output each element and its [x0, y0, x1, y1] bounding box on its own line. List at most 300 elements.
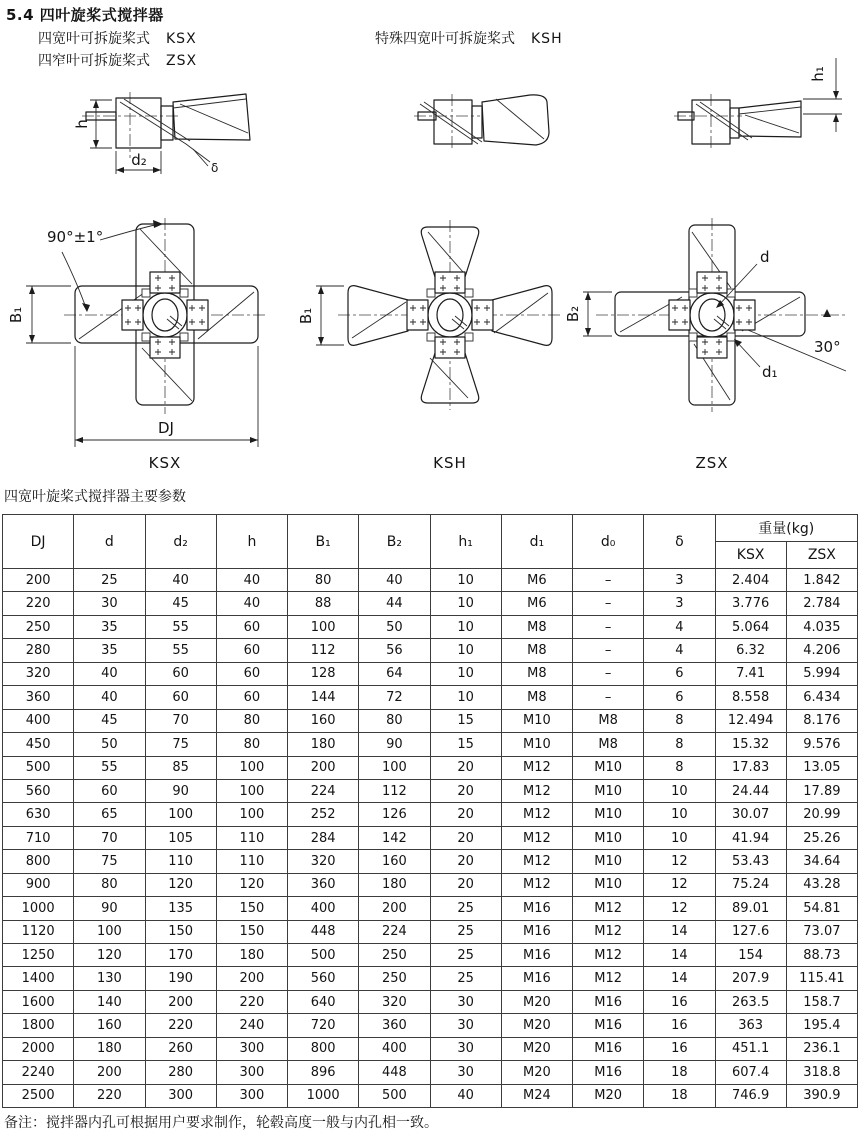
- table-cell: 154: [715, 944, 786, 967]
- table-cell: M12: [501, 826, 572, 849]
- ksx-view-label: KSX: [148, 454, 182, 472]
- table-cell: 300: [216, 1084, 287, 1107]
- table-cell: 100: [288, 615, 359, 638]
- table-cell: 24.44: [715, 779, 786, 802]
- variant-code: ZSX: [166, 53, 198, 69]
- table-cell: 110: [145, 850, 216, 873]
- variant-label: 四宽叶可拆旋桨式: [38, 31, 150, 47]
- table-cell: 360: [359, 1014, 430, 1037]
- table-cell: 20.99: [786, 803, 857, 826]
- table-cell: 126: [359, 803, 430, 826]
- table-cell: 20: [430, 756, 501, 779]
- table-cell: 75.24: [715, 873, 786, 896]
- col-header-weight: 重量(kg): [715, 515, 858, 542]
- table-cell: 120: [216, 873, 287, 896]
- table-cell: M10: [573, 779, 644, 802]
- table-cell: 20: [430, 850, 501, 873]
- table-cell: 1600: [3, 990, 74, 1013]
- table-cell: 14: [644, 967, 715, 990]
- table-cell: 300: [216, 1061, 287, 1084]
- table-cell: 8: [644, 733, 715, 756]
- table-cell: 720: [288, 1014, 359, 1037]
- variant-code: KSX: [166, 31, 197, 47]
- table-row: [3, 803, 858, 826]
- table-cell: 14: [644, 920, 715, 943]
- table-cell: 4.206: [786, 639, 857, 662]
- table-cell: 70: [145, 709, 216, 732]
- ksx-side-view-drawing: [73, 92, 250, 175]
- table-cell: 220: [145, 1014, 216, 1037]
- table-cell: 30: [430, 990, 501, 1013]
- table-cell: 20: [430, 873, 501, 896]
- table-cell: 40: [359, 569, 430, 592]
- table-cell: M12: [573, 897, 644, 920]
- table-cell: 75: [74, 850, 145, 873]
- table-cell: 127.6: [715, 920, 786, 943]
- table-cell: 448: [288, 920, 359, 943]
- table-cell: 90: [359, 733, 430, 756]
- table-cell: 8: [644, 756, 715, 779]
- table-cell: 41.94: [715, 826, 786, 849]
- table-cell: 560: [288, 967, 359, 990]
- table-cell: 250: [359, 967, 430, 990]
- table-cell: M24: [501, 1084, 572, 1107]
- table-cell: M8: [501, 686, 572, 709]
- table-cell: 10: [430, 662, 501, 685]
- dim-label-h1: h₁: [809, 66, 827, 82]
- table-row: [3, 967, 858, 990]
- table-row: [3, 662, 858, 685]
- table-cell: 200: [74, 1061, 145, 1084]
- table-cell: 2500: [3, 1084, 74, 1107]
- table-cell: 5.064: [715, 615, 786, 638]
- table-cell: 318.8: [786, 1061, 857, 1084]
- table-cell: 220: [74, 1084, 145, 1107]
- table-cell: 135: [145, 897, 216, 920]
- table-cell: 150: [216, 920, 287, 943]
- table-cell: 10: [644, 826, 715, 849]
- table-cell: 55: [145, 639, 216, 662]
- table-cell: M8: [573, 733, 644, 756]
- table-cell: 6.434: [786, 686, 857, 709]
- table-cell: 100: [145, 803, 216, 826]
- variant-label: 特殊四宽叶可拆旋桨式: [375, 31, 515, 47]
- table-cell: M12: [501, 803, 572, 826]
- table-row: [3, 1014, 858, 1037]
- table-cell: M8: [501, 639, 572, 662]
- table-cell: 190: [145, 967, 216, 990]
- table-cell: –: [573, 639, 644, 662]
- table-cell: 34.64: [786, 850, 857, 873]
- table-cell: 1250: [3, 944, 74, 967]
- technical-drawings: [0, 0, 860, 483]
- table-cell: 4: [644, 615, 715, 638]
- table-cell: 30.07: [715, 803, 786, 826]
- col-header-d0: d₀: [573, 515, 644, 569]
- table-cell: 80: [288, 569, 359, 592]
- table-cell: 8.558: [715, 686, 786, 709]
- table-cell: 180: [288, 733, 359, 756]
- table-cell: 252: [288, 803, 359, 826]
- table-cell: M8: [501, 615, 572, 638]
- table-cell: 50: [74, 733, 145, 756]
- table-cell: 100: [74, 920, 145, 943]
- table-cell: 40: [74, 662, 145, 685]
- table-cell: 363: [715, 1014, 786, 1037]
- table-cell: 80: [216, 733, 287, 756]
- table-cell: M6: [501, 569, 572, 592]
- table-cell: 250: [359, 944, 430, 967]
- table-cell: 4: [644, 639, 715, 662]
- table-cell: 450: [3, 733, 74, 756]
- table-cell: 12: [644, 897, 715, 920]
- table-cell: 800: [288, 1037, 359, 1060]
- table-cell: 60: [145, 686, 216, 709]
- dim-label-b1-ksx: B₁: [7, 306, 25, 324]
- table-cell: 6: [644, 686, 715, 709]
- table-row: [3, 897, 858, 920]
- table-cell: 17.89: [786, 779, 857, 802]
- table-cell: M12: [501, 779, 572, 802]
- table-cell: 2.784: [786, 592, 857, 615]
- table-cell: 896: [288, 1061, 359, 1084]
- ksh-front-view-drawing: [297, 220, 562, 472]
- table-cell: M12: [573, 920, 644, 943]
- table-cell: 8: [644, 709, 715, 732]
- variant-code: KSH: [531, 31, 563, 47]
- table-row: [3, 826, 858, 849]
- table-cell: 200: [216, 967, 287, 990]
- table-cell: 7.41: [715, 662, 786, 685]
- table-cell: 105: [145, 826, 216, 849]
- table-cell: 280: [145, 1061, 216, 1084]
- table-cell: 60: [74, 779, 145, 802]
- table-cell: 16: [644, 990, 715, 1013]
- table-cell: 60: [145, 662, 216, 685]
- variant-label: 四窄叶可拆旋桨式: [38, 53, 150, 69]
- table-cell: 40: [216, 592, 287, 615]
- table-cell: 180: [359, 873, 430, 896]
- table-cell: 360: [288, 873, 359, 896]
- table-cell: M12: [573, 944, 644, 967]
- table-cell: 115.41: [786, 967, 857, 990]
- table-cell: 400: [288, 897, 359, 920]
- page-title: 5.4 四叶旋桨式搅拌器: [6, 6, 164, 24]
- dim-label-d1: d₁: [762, 363, 778, 381]
- table-cell: 400: [359, 1037, 430, 1060]
- table-cell: –: [573, 662, 644, 685]
- table-cell: M10: [573, 826, 644, 849]
- table-cell: 263.5: [715, 990, 786, 1013]
- table-cell: 1000: [288, 1084, 359, 1107]
- table-cell: 25: [74, 569, 145, 592]
- table-cell: 15: [430, 733, 501, 756]
- table-cell: 5.994: [786, 662, 857, 685]
- table-cell: 128: [288, 662, 359, 685]
- table-cell: M20: [501, 1014, 572, 1037]
- table-cell: M12: [501, 873, 572, 896]
- table-cell: 60: [216, 639, 287, 662]
- table-cell: 12: [644, 873, 715, 896]
- table-row: [3, 733, 858, 756]
- table-cell: M10: [573, 803, 644, 826]
- table-cell: M12: [501, 850, 572, 873]
- table-cell: 30: [430, 1014, 501, 1037]
- table-cell: 54.81: [786, 897, 857, 920]
- table-cell: 3: [644, 569, 715, 592]
- table-cell: 64: [359, 662, 430, 685]
- dim-label-b2: B₂: [564, 305, 582, 323]
- col-header-h: h: [216, 515, 287, 569]
- col-header-b1: B₁: [288, 515, 359, 569]
- table-cell: 10: [430, 615, 501, 638]
- table-cell: 240: [216, 1014, 287, 1037]
- zsx-side-view-drawing: [674, 58, 842, 150]
- table-cell: 300: [216, 1037, 287, 1060]
- table-cell: 90: [74, 897, 145, 920]
- table-cell: 45: [145, 592, 216, 615]
- ksx-hub: [122, 272, 208, 358]
- table-cell: 746.9: [715, 1084, 786, 1107]
- table-row: [3, 990, 858, 1013]
- table-cell: 55: [74, 756, 145, 779]
- table-cell: 73.07: [786, 920, 857, 943]
- table-cell: 110: [216, 850, 287, 873]
- table-cell: 158.7: [786, 990, 857, 1013]
- table-cell: –: [573, 615, 644, 638]
- table-cell: 500: [3, 756, 74, 779]
- table-cell: 220: [216, 990, 287, 1013]
- table-cell: 6: [644, 662, 715, 685]
- table-cell: 89.01: [715, 897, 786, 920]
- table-cell: 710: [3, 826, 74, 849]
- table-cell: 195.4: [786, 1014, 857, 1037]
- table-cell: M16: [573, 1014, 644, 1037]
- table-cell: 10: [430, 639, 501, 662]
- table-row: [3, 850, 858, 873]
- table-cell: 8.176: [786, 709, 857, 732]
- table-cell: 360: [3, 686, 74, 709]
- table-cell: M20: [501, 1037, 572, 1060]
- table-cell: 200: [3, 569, 74, 592]
- table-cell: 30: [74, 592, 145, 615]
- table-row: [3, 944, 858, 967]
- zsx-front-view-drawing: [564, 218, 848, 472]
- table-cell: M16: [501, 967, 572, 990]
- table-cell: 630: [3, 803, 74, 826]
- table-cell: 100: [359, 756, 430, 779]
- table-cell: M20: [573, 1084, 644, 1107]
- dim-label-dj: DJ: [158, 419, 174, 437]
- table-cell: –: [573, 569, 644, 592]
- dim-label-d2: d₂: [131, 151, 147, 169]
- table-cell: 560: [3, 779, 74, 802]
- table-row: [3, 1061, 858, 1084]
- zsx-view-label: ZSX: [695, 454, 729, 472]
- table-cell: 18: [644, 1084, 715, 1107]
- table-cell: 3.776: [715, 592, 786, 615]
- table-cell: 260: [145, 1037, 216, 1060]
- table-cell: 80: [74, 873, 145, 896]
- dim-label-d: d: [760, 248, 770, 266]
- table-cell: 170: [145, 944, 216, 967]
- table-cell: 1000: [3, 897, 74, 920]
- table-cell: M16: [573, 1061, 644, 1084]
- table-cell: 15: [430, 709, 501, 732]
- ksh-side-view-drawing: [414, 94, 549, 150]
- table-cell: 1120: [3, 920, 74, 943]
- ksh-view-label: KSH: [433, 454, 467, 472]
- table-cell: 150: [216, 897, 287, 920]
- table-cell: 25: [430, 967, 501, 990]
- table-cell: 280: [3, 639, 74, 662]
- table-cell: 20: [430, 779, 501, 802]
- table-cell: 53.43: [715, 850, 786, 873]
- table-cell: 224: [288, 779, 359, 802]
- table-cell: 80: [359, 709, 430, 732]
- dim-label-delta: δ: [211, 161, 219, 175]
- table-cell: 224: [359, 920, 430, 943]
- table-cell: 1800: [3, 1014, 74, 1037]
- table-cell: 45: [74, 709, 145, 732]
- table-cell: 15.32: [715, 733, 786, 756]
- table-cell: 130: [74, 967, 145, 990]
- table-cell: 1.842: [786, 569, 857, 592]
- table-row: [3, 1037, 858, 1060]
- table-cell: 250: [3, 615, 74, 638]
- table-cell: 220: [3, 592, 74, 615]
- ksh-hub: [407, 272, 493, 358]
- table-cell: 500: [288, 944, 359, 967]
- table-cell: 20: [430, 826, 501, 849]
- table-cell: 390.9: [786, 1084, 857, 1107]
- table-body: [3, 569, 858, 1108]
- col-header-weight-ksx: KSX: [715, 542, 786, 569]
- table-cell: 35: [74, 639, 145, 662]
- table-cell: 40: [74, 686, 145, 709]
- table-row: [3, 873, 858, 896]
- table-cell: 25.26: [786, 826, 857, 849]
- table-cell: M20: [501, 1061, 572, 1084]
- table-cell: M8: [501, 662, 572, 685]
- table-cell: 44: [359, 592, 430, 615]
- col-header-dj: DJ: [3, 515, 74, 569]
- col-header-d2: d₂: [145, 515, 216, 569]
- table-cell: 17.83: [715, 756, 786, 779]
- table-cell: 100: [216, 803, 287, 826]
- table-cell: M16: [573, 1037, 644, 1060]
- table-cell: M10: [573, 873, 644, 896]
- table-cell: 12: [644, 850, 715, 873]
- table-row: [3, 569, 858, 592]
- table-row: [3, 639, 858, 662]
- table-cell: 100: [216, 756, 287, 779]
- table-cell: 50: [359, 615, 430, 638]
- table-header: [3, 515, 858, 569]
- table-cell: M12: [573, 967, 644, 990]
- table-cell: M10: [573, 850, 644, 873]
- table-cell: 2240: [3, 1061, 74, 1084]
- table-cell: M12: [501, 756, 572, 779]
- table-cell: 90: [145, 779, 216, 802]
- table-cell: 144: [288, 686, 359, 709]
- table-cell: 2.404: [715, 569, 786, 592]
- table-cell: 25: [430, 944, 501, 967]
- table-cell: 18: [644, 1061, 715, 1084]
- table-cell: 35: [74, 615, 145, 638]
- table-cell: 9.576: [786, 733, 857, 756]
- table-cell: 320: [288, 850, 359, 873]
- table-cell: 320: [359, 990, 430, 1013]
- footnote: 备注：搅拌器内孔可根据用户要求制作，轮毂高度一般与内孔相一致。: [4, 1115, 438, 1131]
- table-cell: M8: [573, 709, 644, 732]
- table-cell: 20: [430, 803, 501, 826]
- table-cell: 6.32: [715, 639, 786, 662]
- table-cell: 112: [288, 639, 359, 662]
- table-cell: 75: [145, 733, 216, 756]
- dim-label-h: h: [73, 119, 91, 129]
- col-header-delta: δ: [644, 515, 715, 569]
- table-cell: 200: [359, 897, 430, 920]
- table-cell: 100: [216, 779, 287, 802]
- parameters-section: [2, 486, 858, 1108]
- table-row: [3, 709, 858, 732]
- table-cell: 80: [216, 709, 287, 732]
- dim-label-angle30: 30°: [814, 338, 841, 356]
- col-header-d: d: [74, 515, 145, 569]
- table-cell: 12.494: [715, 709, 786, 732]
- table-cell: M10: [573, 756, 644, 779]
- table-row: [3, 615, 858, 638]
- table-cell: 160: [288, 709, 359, 732]
- table-cell: M6: [501, 592, 572, 615]
- table-cell: 14: [644, 944, 715, 967]
- table-cell: 10: [644, 803, 715, 826]
- col-header-d1: d₁: [501, 515, 572, 569]
- table-row: [3, 686, 858, 709]
- table-cell: M16: [501, 944, 572, 967]
- table-cell: 72: [359, 686, 430, 709]
- col-header-b2: B₂: [359, 515, 430, 569]
- table-cell: 70: [74, 826, 145, 849]
- table-cell: –: [573, 592, 644, 615]
- table-cell: 60: [216, 615, 287, 638]
- parameters-table: [2, 514, 858, 1108]
- col-header-h1: h₁: [430, 515, 501, 569]
- table-cell: 16: [644, 1014, 715, 1037]
- col-header-weight-zsx: ZSX: [786, 542, 857, 569]
- table-cell: 150: [145, 920, 216, 943]
- table-cell: 40: [430, 1084, 501, 1107]
- table-cell: 200: [145, 990, 216, 1013]
- table-cell: 112: [359, 779, 430, 802]
- table-cell: 120: [145, 873, 216, 896]
- table-cell: 43.28: [786, 873, 857, 896]
- table-cell: 40: [145, 569, 216, 592]
- table-cell: 10: [430, 686, 501, 709]
- table-row: [3, 1084, 858, 1107]
- table-cell: M10: [501, 709, 572, 732]
- zsx-hub: [669, 272, 755, 358]
- table-cell: 30: [430, 1037, 501, 1060]
- table-cell: 3: [644, 592, 715, 615]
- table-cell: M16: [501, 920, 572, 943]
- table-cell: 640: [288, 990, 359, 1013]
- table-cell: 160: [74, 1014, 145, 1037]
- table-cell: 4.035: [786, 615, 857, 638]
- table-cell: 400: [3, 709, 74, 732]
- table-cell: 200: [288, 756, 359, 779]
